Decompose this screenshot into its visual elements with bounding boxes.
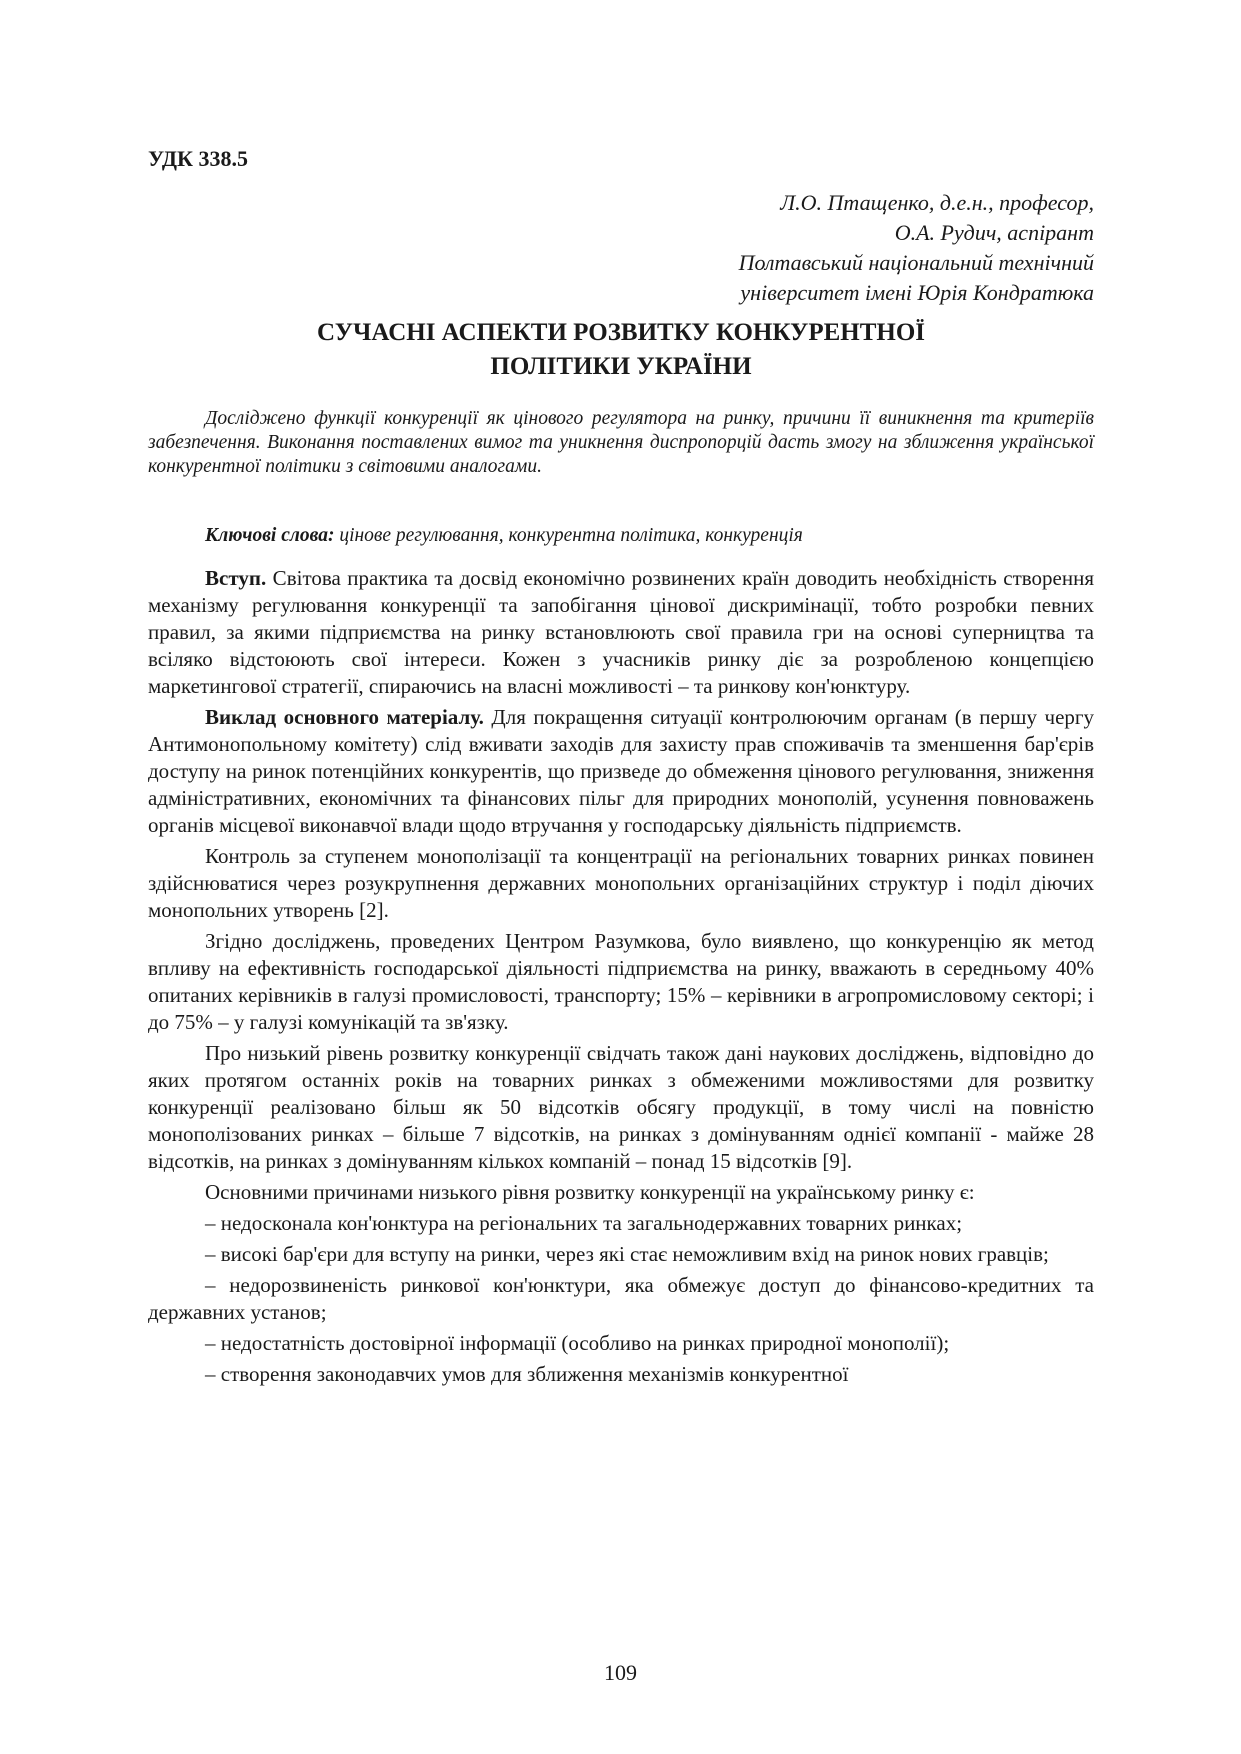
list-item: – недосконала кон'юнктура на регіональних та загальнодержавних товарних ринках; bbox=[205, 1211, 963, 1235]
section-label: Вступ. bbox=[205, 566, 267, 590]
paragraph-main bbox=[148, 704, 1094, 839]
udk-code: УДК 338.5 bbox=[148, 146, 249, 171]
title-line: ПОЛІТИКИ УКРАЇНИ bbox=[490, 353, 752, 380]
paragraph-text: Для покращення ситуації контролюючим органам (в першу чергу Антимонопольному комітету) слід вживати заходів для захисту прав споживачів та зменшення бар'єрів доступу на ринок потенційних конкурентів, що призведе до обмеження цінового регулювання, зниження адміністративних, економічних та фінансових пільг для природних монополій, усунення повноважень органів місцевої виконавчої влади щодо втручання у господарську діяльність підприємств. bbox=[148, 705, 1094, 837]
section-label: Виклад основного матеріалу. bbox=[205, 705, 484, 729]
list-item: – створення законодавчих умов для зближення механізмів конкурентної bbox=[205, 1362, 849, 1386]
keywords-label: Ключові слова: bbox=[205, 525, 335, 546]
affiliation-line: Полтавський національний технічний bbox=[738, 250, 1094, 275]
keywords-text: цінове регулювання, конкурентна політика, конкуренція bbox=[334, 525, 803, 546]
affiliation-line: університет імені Юрія Кондратюка bbox=[740, 280, 1094, 305]
paragraph-intro bbox=[148, 565, 1094, 700]
abstract: Досліджено функції конкуренції як цінового регулятора на ринку, причини її виникнення та критеріїв забезпечення. Виконання поставлених вимог та уникнення диспропорцій дасть змогу на зближення української конкурентної політики з світовими аналогами. bbox=[148, 408, 1094, 477]
title-line: СУЧАСНІ АСПЕКТИ РОЗВИТКУ КОНКУРЕНТНОЇ bbox=[316, 319, 926, 346]
author-line: Л.О. Птащенко, д.е.н., професор, bbox=[780, 190, 1094, 215]
author-block bbox=[739, 188, 1094, 308]
list-item: – високі бар'єри для вступу на ринки, через які стає неможливим вхід на ринок нових гравців; bbox=[205, 1242, 1049, 1266]
article-body bbox=[148, 565, 1094, 1392]
paragraph-text: Світова практика та досвід економічно розвинених країн доводить необхідність створення механізму регулювання конкуренції та запобігання цінової дискримінації, тобто розробки певних правил, за якими підприємства на ринку встановлюють свої правила гри на основі суперництва та всіляко відстоюють свої інтереси. Кожен з учасників ринку діє за розробленою концепцією маркетингової стратегії, спираючись на власні можливості – та ринкову кон'юнктуру. bbox=[148, 566, 1094, 698]
list-item: – недорозвиненість ринкової кон'юнктури, яка обмежує доступ до фінансово-кредитних та державних установ; bbox=[148, 1273, 1094, 1324]
page-number: 109 bbox=[604, 1660, 637, 1685]
keywords bbox=[148, 524, 1094, 548]
paragraph: Контроль за ступенем монополізації та концентрації на регіональних товарних ринках повинен здійснюватися через розукрупнення державних монопольних організаційних структур і поділ діючих монопольних утворень [2]. bbox=[148, 844, 1094, 922]
paragraph: Основними причинами низького рівня розвитку конкуренції на українському ринку є: bbox=[205, 1180, 975, 1204]
list-item: – недостатність достовірної інформації (особливо на ринках природної монополії); bbox=[205, 1331, 950, 1355]
article-title bbox=[148, 316, 1094, 384]
paragraph: Згідно досліджень, проведених Центром Разумкова, було виявлено, що конкуренцію як метод впливу на ефективність господарської діяльності підприємства на ринку, вважають в середньому 40% опитаних керівників в галузі промисловості, транспорту; 15% – керівники в агропромисловому секторі; і до 75% – у галузі комунікацій та зв'язку. bbox=[148, 929, 1094, 1034]
author-line: О.А. Рудич, аспірант bbox=[894, 220, 1094, 245]
paragraph: Про низький рівень розвитку конкуренції свідчать також дані наукових досліджень, відповідно до яких протягом останніх років на товарних ринках з обмеженими можливостями для розвитку конкуренції реалізовано більш як 50 відсотків обсягу продукції, в тому числі на повністю монополізованих ринках – більше 7 відсотків, на ринках з домінуванням однієї компанії - майже 28 відсотків, на ринках з домінуванням кількох компаній – понад 15 відсотків [9]. bbox=[148, 1041, 1094, 1173]
